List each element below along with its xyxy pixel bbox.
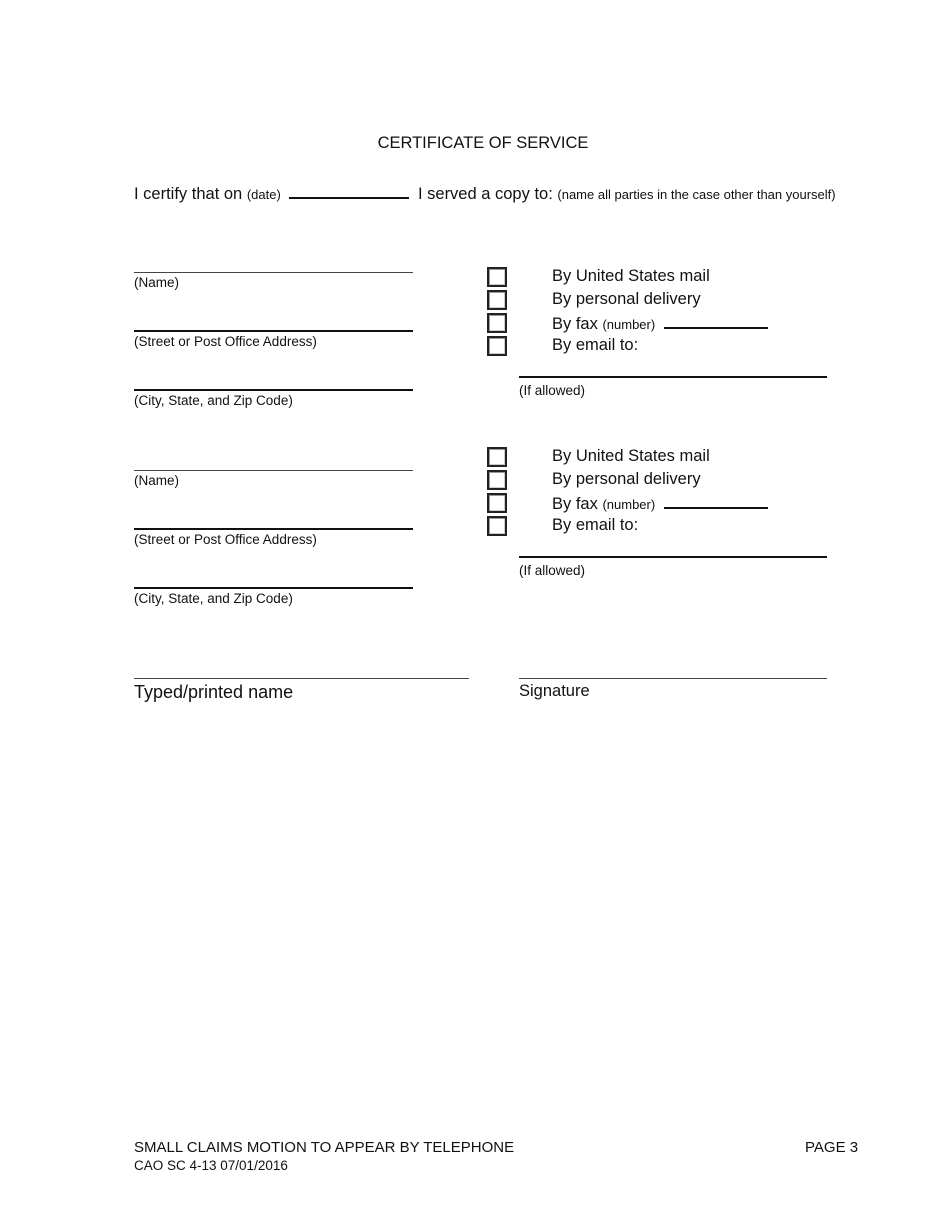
address-field-2[interactable]: [134, 528, 413, 530]
footer-page-number: PAGE 3: [805, 1139, 859, 1156]
city-label-2: (City, State, and Zip Code): [134, 591, 293, 606]
method-email-1: By email to:: [552, 336, 639, 354]
fax-number-field-2[interactable]: [664, 493, 768, 509]
email-field-1[interactable]: [519, 376, 827, 378]
certify-statement: [134, 183, 836, 204]
name-field-2[interactable]: [134, 470, 413, 471]
fax-label-2: By fax: [552, 495, 598, 513]
page-title: CERTIFICATE OF SERVICE: [377, 134, 589, 152]
address-field-1[interactable]: [134, 330, 413, 332]
method-email-2: By email to:: [552, 516, 639, 534]
certify-prefix: I certify that on: [134, 185, 243, 203]
typed-name-label: Typed/printed name: [134, 682, 294, 702]
method-personal-2: By personal delivery: [552, 470, 701, 488]
checkbox-email-2[interactable]: [487, 516, 507, 536]
served-hint: (name all parties in the case other than yourself): [557, 187, 836, 202]
method-fax-2: [552, 493, 768, 514]
method-mail-2: By United States mail: [552, 447, 710, 465]
city-label-1: (City, State, and Zip Code): [134, 393, 293, 408]
checkbox-personal-2[interactable]: [487, 470, 507, 490]
typed-name-field[interactable]: [134, 678, 469, 679]
method-mail-1: By United States mail: [552, 267, 710, 285]
method-fax-1: [552, 313, 768, 334]
signature-label: Signature: [519, 682, 590, 700]
address-label-1: (Street or Post Office Address): [134, 334, 317, 349]
address-label-2: (Street or Post Office Address): [134, 532, 317, 547]
fax-hint-2: (number): [602, 497, 656, 512]
checkbox-personal-1[interactable]: [487, 290, 507, 310]
footer-form-title: SMALL CLAIMS MOTION TO APPEAR BY TELEPHONE: [134, 1139, 515, 1156]
fax-hint-1: (number): [602, 317, 656, 332]
date-field[interactable]: [289, 183, 409, 199]
checkbox-mail-2[interactable]: [487, 447, 507, 467]
email-hint-2: (If allowed): [519, 563, 586, 578]
name-label-2: (Name): [134, 473, 180, 488]
checkbox-email-1[interactable]: [487, 336, 507, 356]
date-hint: (date): [246, 187, 281, 202]
email-field-2[interactable]: [519, 556, 827, 558]
signature-field[interactable]: [519, 678, 827, 679]
footer-form-code: CAO SC 4-13 07/01/2016: [134, 1158, 288, 1173]
city-field-2[interactable]: [134, 587, 413, 589]
checkbox-fax-1[interactable]: [487, 313, 507, 333]
email-hint-1: (If allowed): [519, 383, 586, 398]
served-text: I served a copy to:: [417, 185, 553, 203]
fax-number-field-1[interactable]: [664, 313, 768, 329]
method-personal-1: By personal delivery: [552, 290, 701, 308]
name-label-1: (Name): [134, 275, 180, 290]
name-field-1[interactable]: [134, 272, 413, 273]
checkbox-fax-2[interactable]: [487, 493, 507, 513]
city-field-1[interactable]: [134, 389, 413, 391]
fax-label-1: By fax: [552, 315, 598, 333]
checkbox-mail-1[interactable]: [487, 267, 507, 287]
